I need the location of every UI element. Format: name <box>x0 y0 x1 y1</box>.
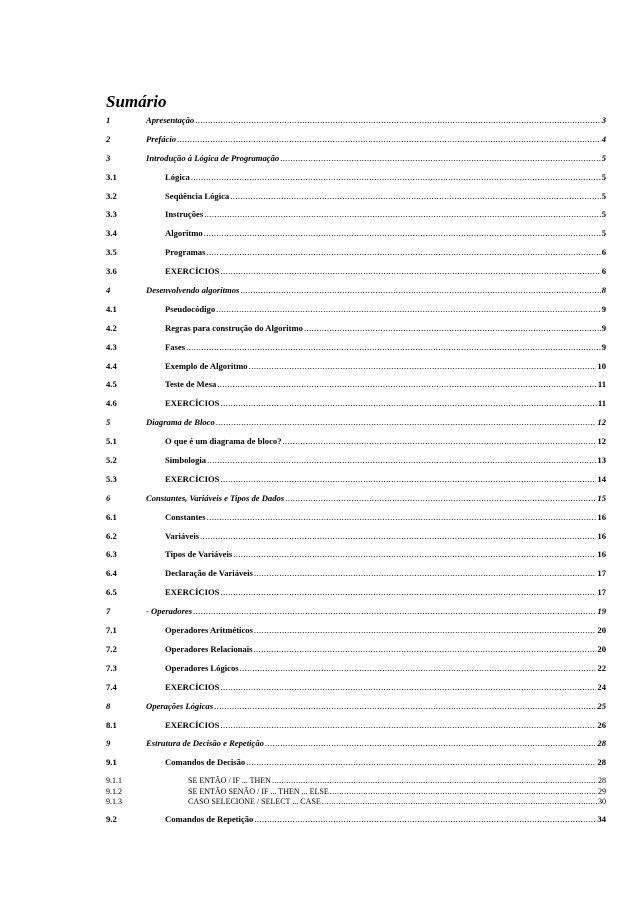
dot-leader <box>206 247 600 257</box>
toc-entry[interactable] <box>106 701 606 720</box>
toc-entry[interactable] <box>106 342 606 361</box>
toc-entry[interactable] <box>106 757 606 776</box>
dot-leader <box>217 379 597 389</box>
toc-entry[interactable] <box>106 455 606 474</box>
dot-leader <box>254 814 596 824</box>
toc-entry-title: EXERCÍCIOS <box>165 266 220 277</box>
toc-entry-title: CASO SELECIONE / SELECT ... CASE <box>188 797 321 807</box>
page-title: Sumário <box>106 92 167 111</box>
toc-entry-page: 16 <box>597 549 606 560</box>
dot-leader <box>285 493 596 503</box>
toc-entry-title: EXERCÍCIOS <box>165 681 220 692</box>
toc-entry-title: Algoritmo <box>165 228 203 239</box>
toc-entry-title: Fases <box>165 341 186 352</box>
toc-entry-number: 3.3 <box>106 209 117 220</box>
toc-entry[interactable] <box>106 247 606 266</box>
toc-entry[interactable] <box>106 398 606 417</box>
toc-entry[interactable] <box>106 266 606 285</box>
dot-leader <box>249 361 597 371</box>
toc-entry-title: Teste de Mesa <box>165 379 217 390</box>
dot-leader <box>254 625 597 635</box>
toc-entry-number: 5.3 <box>106 473 117 484</box>
toc-entry[interactable] <box>106 738 606 757</box>
dot-leader <box>200 531 596 541</box>
toc-entry-page: 16 <box>597 530 606 541</box>
toc-entry-page: 28 <box>597 757 606 768</box>
toc-entry-title: EXERCÍCIOS <box>165 398 220 409</box>
toc-entry[interactable] <box>106 587 606 606</box>
toc-entry-title: Apresentação <box>146 115 195 125</box>
toc-entry-page: 9 <box>601 303 606 314</box>
toc-entry-number: 6.1 <box>106 511 117 522</box>
toc-entry-page: 29 <box>598 786 606 796</box>
toc-entry-page: 13 <box>597 455 606 466</box>
toc-entry-number: 4.5 <box>106 379 117 390</box>
toc-entry-title: EXERCÍCIOS <box>165 473 220 484</box>
toc-entry-page: 34 <box>597 813 606 824</box>
toc-entry-page: 11 <box>597 398 606 409</box>
dot-leader <box>246 757 596 767</box>
toc-entry[interactable] <box>106 417 606 436</box>
toc-entry-page: 5 <box>601 152 606 163</box>
toc-entry-number: 7 <box>106 606 111 617</box>
toc-entry-title: Programas <box>165 247 206 258</box>
toc-entry-number: 6.2 <box>106 530 117 541</box>
toc-entry-page: 14 <box>597 473 606 484</box>
toc-entry[interactable] <box>106 379 606 398</box>
toc-entry-page: 5 <box>601 209 606 220</box>
toc-entry-page: 30 <box>598 797 606 807</box>
toc-entry-number: 4.4 <box>106 360 117 371</box>
toc-entry-page: 12 <box>597 417 606 428</box>
toc-entry-page: 5 <box>601 228 606 239</box>
toc-entry-number: 7.4 <box>106 681 117 692</box>
dot-leader <box>220 720 596 730</box>
toc-entry-title: Comandos de Repetição <box>165 813 254 824</box>
dot-leader <box>272 776 597 785</box>
toc-entry-title: Operadores Aritméticos <box>165 625 253 636</box>
toc-entry-title: Simbologia <box>165 455 207 466</box>
toc-entry-title: Seqüência Lógica <box>165 190 230 201</box>
toc-entry[interactable] <box>106 115 606 134</box>
toc-entry-title: EXERCÍCIOS <box>165 719 220 730</box>
toc-entry[interactable] <box>106 787 606 798</box>
toc-entry[interactable] <box>106 512 606 531</box>
toc-entry-number: 9.1.2 <box>106 786 122 796</box>
toc-entry-number: 3.6 <box>106 266 117 277</box>
toc-entry-number: 7.3 <box>106 662 117 673</box>
toc-entry-title: Operadores Lógicos <box>165 662 239 673</box>
toc-entry-page: 4 <box>601 133 606 144</box>
toc-entry-number: 9 <box>106 738 111 749</box>
toc-entry-number: 4 <box>106 285 111 296</box>
toc-entry-number: 5 <box>106 417 111 428</box>
toc-entry[interactable] <box>106 134 606 153</box>
toc-entry-number: 9.1.3 <box>106 797 122 807</box>
toc-entry-page: 19 <box>597 606 606 617</box>
toc-entry[interactable] <box>106 720 606 739</box>
toc-entry-title: Variáveis <box>165 530 200 541</box>
toc-entry-page: 22 <box>597 662 606 673</box>
toc-entry-title: Operadores Relacionais <box>165 643 253 654</box>
toc-entry-number: 8.1 <box>106 719 117 730</box>
toc-entry[interactable] <box>106 474 606 493</box>
table-of-contents <box>106 115 606 833</box>
dot-leader <box>186 342 601 352</box>
dot-leader <box>207 455 596 465</box>
toc-entry-title: Tipos de Variáveis <box>165 549 233 560</box>
dot-leader <box>330 787 597 796</box>
dot-leader <box>193 606 596 616</box>
toc-entry-title: - Operadores <box>146 606 193 617</box>
toc-entry[interactable] <box>106 625 606 644</box>
toc-entry[interactable] <box>106 172 606 191</box>
dot-leader <box>280 153 601 163</box>
toc-entry-page: 20 <box>597 625 606 636</box>
dot-leader <box>220 266 600 276</box>
toc-entry[interactable] <box>106 153 606 172</box>
toc-entry-page: 3 <box>601 115 606 125</box>
toc-entry-title: Diagrama de Bloco <box>146 417 215 428</box>
toc-entry[interactable] <box>106 797 606 808</box>
toc-entry-number: 6 <box>106 492 111 503</box>
dot-leader <box>254 568 597 578</box>
toc-entry-number: 4.1 <box>106 303 117 314</box>
dot-leader <box>240 663 597 673</box>
toc-entry[interactable] <box>106 209 606 228</box>
toc-entry-title: Instruções <box>165 209 204 220</box>
dot-leader <box>195 115 600 125</box>
toc-entry-number: 7.2 <box>106 643 117 654</box>
dot-leader <box>220 682 596 692</box>
dot-leader <box>220 398 596 408</box>
toc-entry-title: Pseudocódigo <box>165 303 216 314</box>
toc-entry[interactable] <box>106 682 606 701</box>
dot-leader <box>283 436 597 446</box>
dot-leader <box>240 285 600 295</box>
toc-entry-number: 9.1.1 <box>106 776 122 786</box>
toc-entry-page: 11 <box>597 379 606 390</box>
toc-entry-number: 8 <box>106 700 111 711</box>
toc-entry-page: 17 <box>597 568 606 579</box>
toc-entry-page: 17 <box>597 587 606 598</box>
toc-entry[interactable] <box>106 606 606 625</box>
toc-entry[interactable] <box>106 776 606 787</box>
toc-entry-page: 12 <box>597 436 606 447</box>
toc-entry-title: Constantes, Variáveis e Tipos de Dados <box>146 492 285 503</box>
toc-entry[interactable] <box>106 644 606 663</box>
toc-entry-number: 2 <box>106 133 111 144</box>
toc-entry-number: 9.1 <box>106 757 117 768</box>
toc-entry[interactable] <box>106 814 606 833</box>
toc-entry[interactable] <box>106 549 606 568</box>
dot-leader <box>214 701 596 711</box>
toc-entry-page: 26 <box>597 719 606 730</box>
toc-entry[interactable] <box>106 191 606 210</box>
toc-entry[interactable] <box>106 323 606 342</box>
dot-leader <box>233 549 596 559</box>
toc-entry-page: 15 <box>597 492 606 503</box>
toc-entry-title: Comandos de Decisão <box>165 757 246 768</box>
toc-entry-number: 3.2 <box>106 190 117 201</box>
toc-entry[interactable] <box>106 493 606 512</box>
toc-entry-number: 6.4 <box>106 568 117 579</box>
toc-entry-page: 6 <box>601 247 606 258</box>
toc-entry-number: 4.3 <box>106 341 117 352</box>
toc-entry-page: 16 <box>597 511 606 522</box>
toc-entry[interactable] <box>106 436 606 455</box>
toc-entry-number: 3.4 <box>106 228 117 239</box>
toc-entry-number: 7.1 <box>106 625 117 636</box>
toc-entry-number: 6.3 <box>106 549 117 560</box>
toc-entry[interactable] <box>106 531 606 550</box>
toc-entry-number: 3.1 <box>106 171 117 182</box>
dot-leader <box>216 417 597 427</box>
toc-entry-title: Desenvolvendo algoritmos <box>146 285 240 296</box>
toc-entry-number: 9.2 <box>106 813 117 824</box>
dot-leader <box>177 134 601 144</box>
toc-entry-page: 10 <box>597 360 606 371</box>
dot-leader <box>220 474 596 484</box>
toc-entry-page: 28 <box>597 738 606 749</box>
toc-entry-title: Regras para construção do Algoritmo <box>165 322 303 333</box>
toc-entry-page: 9 <box>601 322 606 333</box>
dot-leader <box>220 587 596 597</box>
dot-leader <box>216 304 601 314</box>
toc-entry-number: 3 <box>106 152 111 163</box>
toc-entry-number: 5.1 <box>106 436 117 447</box>
dot-leader <box>230 191 600 201</box>
toc-entry-title: Introdução à Lógica de Programação <box>146 152 280 163</box>
toc-entry[interactable] <box>106 228 606 247</box>
dot-leader <box>191 172 601 182</box>
dot-leader <box>207 512 597 522</box>
toc-entry-page: 25 <box>597 700 606 711</box>
toc-entry-page: 6 <box>601 266 606 277</box>
toc-entry-title: Declaração de Variáveis <box>165 568 253 579</box>
toc-entry-title: SE ENTÃO / IF ... THEN <box>188 776 271 786</box>
toc-entry-number: 5.2 <box>106 455 117 466</box>
toc-entry-number: 6.5 <box>106 587 117 598</box>
toc-entry[interactable] <box>106 361 606 380</box>
toc-entry-title: Lógica <box>165 171 190 182</box>
toc-entry-page: 5 <box>601 190 606 201</box>
toc-entry-title: SE ENTÃO SENÃO / IF ... THEN ... ELSE <box>188 786 329 796</box>
toc-entry[interactable] <box>106 568 606 587</box>
toc-entry-title: EXERCÍCIOS <box>165 587 220 598</box>
dot-leader <box>265 738 596 748</box>
toc-entry-title: Operações Lógicas <box>146 700 214 711</box>
toc-entry-page: 9 <box>601 341 606 352</box>
dot-leader <box>204 228 601 238</box>
toc-entry-title: Exemplo de Algoritmo <box>165 360 248 371</box>
toc-entry-page: 5 <box>601 171 606 182</box>
toc-entry-number: 4.6 <box>106 398 117 409</box>
toc-entry-title: Estrutura de Decisão e Repetição <box>146 738 264 749</box>
toc-entry-title: Constantes <box>165 511 206 522</box>
dot-leader <box>322 797 597 806</box>
toc-entry-page: 8 <box>601 285 606 296</box>
toc-entry-number: 1 <box>106 115 111 125</box>
dot-leader <box>304 323 601 333</box>
dot-leader <box>253 644 596 654</box>
toc-entry-page: 24 <box>597 681 606 692</box>
toc-entry-number: 3.5 <box>106 247 117 258</box>
toc-entry-number: 4.2 <box>106 322 117 333</box>
dot-leader <box>204 209 601 219</box>
toc-entry-title: Prefácio <box>146 133 177 144</box>
toc-entry-page: 20 <box>597 643 606 654</box>
toc-entry[interactable] <box>106 285 606 304</box>
toc-entry-page: 28 <box>598 776 606 786</box>
toc-entry[interactable] <box>106 663 606 682</box>
toc-entry[interactable] <box>106 304 606 323</box>
toc-entry-title: O que é um diagrama de bloco? <box>165 436 282 447</box>
